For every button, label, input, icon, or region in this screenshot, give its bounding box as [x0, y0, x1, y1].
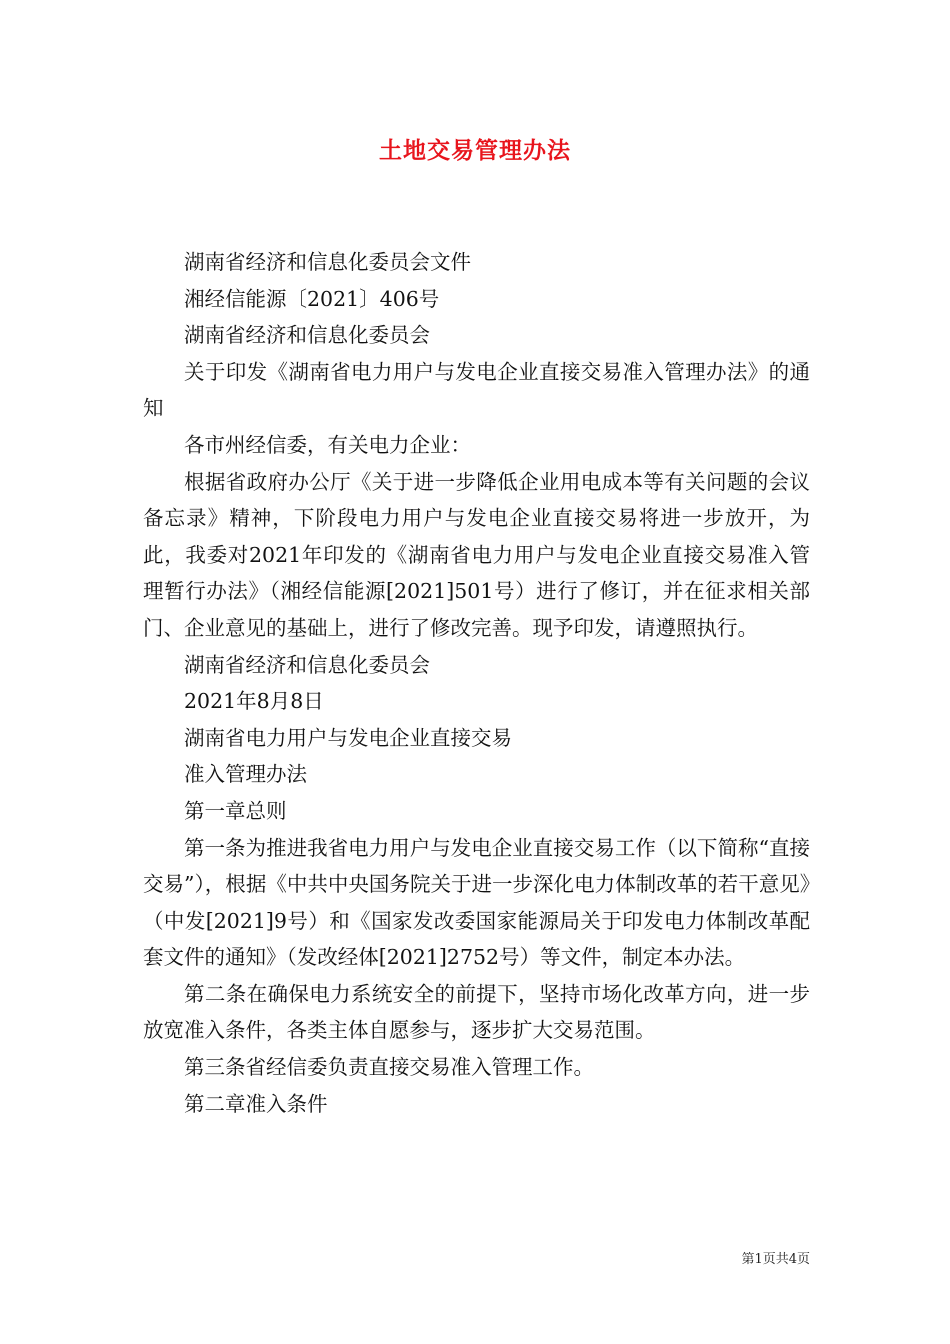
paragraph: 第二条在确保电力系统安全的前提下，坚持市场化改革方向，进一步放宽准入条件，各类主体自愿参与，逐步扩大交易范围。 [143, 981, 810, 1043]
paragraph: 第一章总则 [184, 798, 287, 823]
paragraph: 2021年8月8日 [184, 689, 324, 714]
paragraph: 湖南省电力用户与发电企业直接交易 [184, 725, 512, 750]
paragraph: 准入管理办法 [184, 762, 307, 787]
paragraph: 各市州经信委，有关电力企业： [184, 432, 471, 457]
paragraph: 湖南省经济和信息化委员会文件 [184, 250, 471, 274]
page-number: 第1页共4页 [741, 1252, 810, 1267]
paragraph: 湘经信能源〔2021〕406号 [184, 286, 440, 311]
document-body [143, 244, 810, 1122]
paragraph: 湖南省经济和信息化委员会 [184, 323, 430, 348]
document-title: 土地交易管理办法 [379, 138, 571, 164]
paragraph: 第二章准入条件 [184, 1091, 328, 1116]
paragraph: 第三条省经信委负责直接交易准入管理工作。 [184, 1055, 594, 1080]
paragraph: 湖南省经济和信息化委员会 [184, 652, 430, 677]
paragraph: 根据省政府办公厅《关于进一步降低企业用电成本等有关问题的会议备忘录》精神，下阶段电力用户与发电企业直接交易将进一步放开，为此，我委对2021年印发的《湖南省电力用户与发电企业直接交易准入管理暂行办法》（湘经信能源[2021]501号）进行了修订，并在征求相关部门、企业意见的基础上，进行了修改完善。现予印发，请遵照执行。 [143, 469, 810, 640]
paragraph: 第一条为推进我省电力用户与发电企业直接交易工作（以下简称“直接交易”），根据《中共中央国务院关于进一步深化电力体制改革的若干意见》（中发[2021]9号）和《国家发改委国家能源局关于印发电力体制改革配套文件的通知》（发改经体[2021]2752号）等文件，制定本办法。 [143, 835, 810, 970]
paragraph: 关于印发《湖南省电力用户与发电企业直接交易准入管理办法》的通知 [143, 359, 810, 421]
